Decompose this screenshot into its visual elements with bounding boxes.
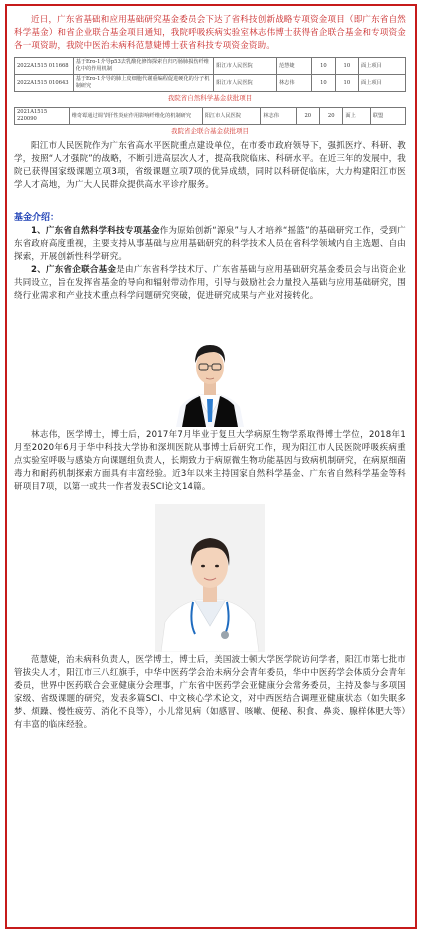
fund-1-title: 1、广东省自然科学科技专项基金 (31, 226, 160, 236)
fund-1-text: 作为原始创新“源泉”与人才培养“摇篮”的基础研究工作，受到广东省政府高度重视，主要支持从事基础与应用基础研究的科学技术人员在省科学领域内自主选题、自由探索，开展创新性科学研究。 (14, 226, 406, 262)
table-cell: 10 (312, 75, 335, 92)
fund-2-text: 是由广东省科学技术厅、广东省基础与应用基础研究基金委员会与出资企业共同设立，旨在发挥省基金的导向和辐射带动作用，引导与鼓励社会力量投入基础与应用基础研究，围绕行业需求和产业技术重点科学问题研究突破，促进研究成果与产业对接转化。 (14, 265, 406, 301)
table-cell: 面上项目 (359, 75, 406, 92)
portrait-man-icon (168, 327, 252, 427)
fund-paragraph-1 (14, 225, 406, 264)
fund-section-title: 基金介绍： (14, 213, 60, 223)
table-cell: 20 (319, 108, 342, 125)
table-cell: 范慧婕 (276, 58, 311, 75)
grant-table-2-wrap (14, 107, 406, 135)
table-cell: 20 (296, 108, 319, 125)
table-cell: 2022A1515 010643 (15, 75, 74, 92)
table-cell: 林志伟 (276, 75, 311, 92)
table-cell: 2022A1515 011668 (15, 58, 74, 75)
table-cell: 基于Ero-1介导的肺上皮细胞代谢重编程促进硬化的分子机制研究 (73, 75, 214, 92)
fan-bio: 范慧婕，治未病科负责人，医学博士，博士后，美国波士顿大学医学院访问学者，阳江市第七批市管拔尖人才，阳江市三八红旗手，中华中医药学会治未病分会青年委员，华中中医药学会体质分会青年委员，世界中医药联合会亚健康分会理事，广东省中医药学会亚健康分会常务委员，主持及参与多项国家级、省级课题的研究，发表多篇SCI、中文核心学术论文，对中西医结合调理亚健康状态（如失眠多梦、烦躁、慢性疲劳、消化不良等），小儿常见病（如感冒、咳嗽、便秘、积食、鼻炎、腺样体肥大等）有丰富的临床经验。 (14, 655, 406, 730)
grant-table-1-wrap (14, 57, 406, 102)
table-row (15, 75, 406, 92)
table-cell: 维奇霉通过调节肝性炎症作用影响纤维化的机制研究 (69, 108, 202, 125)
fund-paragraph-2 (14, 264, 406, 303)
table-cell: 面上 (343, 108, 370, 125)
table-2-caption: 我院省企联合基金获批项目 (171, 127, 249, 135)
table-cell: 10 (312, 58, 335, 75)
table-cell: 10 (335, 75, 358, 92)
hospital-paragraph: 阳江市人民医院作为广东省高水平医院重点建设单位，在市委市政府领导下，强抓医疗、科研、教学，按照“人才强院”的战略，不断引进高层次人才，提高我院临床、科研水平。在近三年的发展中，我院已获得国家级课题立项3项，省级课题立项7项的优异成绩，同时以科研促临床，大力构建阳江市医学人才高地，为广大人民群众提供高水平诊疗服务。 (14, 141, 407, 190)
table-cell: 2021A1515 220090 (15, 108, 70, 125)
portrait-photo-lin (168, 327, 252, 427)
lin-bio: 林志伟，医学博士，博士后，2017年7月毕业于复旦大学病原生物学系取得博士学位，2018年1月至2020年6月于华中科技大学协和深圳医院从事博士后研究工作，现为阳江市人民医院呼吸疾病重点实验室呼吸与感染方向课题组负责人，长期致力于病原微生物功能基因与致病机制研究，在病原细菌毒力和耐药机制探索方面具有丰富经验。近3年以来主持国家自然科学基金、广东省自然科学基金等科研项目7项，以第一或共一作者发表SCI论文14篇。 (14, 430, 406, 492)
table-cell: 10 (335, 58, 358, 75)
table-1-caption: 我院省自然科学基金获批项目 (167, 94, 253, 102)
grant-table-2 (14, 107, 406, 125)
table-cell: 阳江市人民医院 (214, 58, 277, 75)
table-cell: 联盟 (370, 108, 405, 125)
portrait-woman-icon (155, 504, 265, 652)
article-content (14, 12, 406, 732)
table-cell: 阳江市人民医院 (202, 108, 261, 125)
table-row (15, 58, 406, 75)
intro-paragraph: 近日，广东省基础和应用基础研究基金委员会下达了省科技创新战略专项资金项目（即广东省自然科学基金）和省企业联合基金项目通知，我院呼吸疾病实验室林志伟博士获得省企联合基金和专项资金各一项资助，我院中医治未病科范慧婕博士获省科技专项资金资助。 (14, 15, 406, 51)
grant-table-1 (14, 57, 406, 92)
table-cell: 面上项目 (359, 58, 406, 75)
table-cell: 阳江市人民医院 (214, 75, 277, 92)
portrait-photo-fan (155, 504, 265, 652)
table-row (15, 108, 406, 125)
table-cell: 林志伟 (261, 108, 296, 125)
fund-2-title: 2、广东省企联合基金 (31, 265, 117, 275)
table-cell: 基于Ero-1介导p53去乳酸化修饰探索自归巧肠肺损伤纤维化中的作用机制 (73, 58, 214, 75)
